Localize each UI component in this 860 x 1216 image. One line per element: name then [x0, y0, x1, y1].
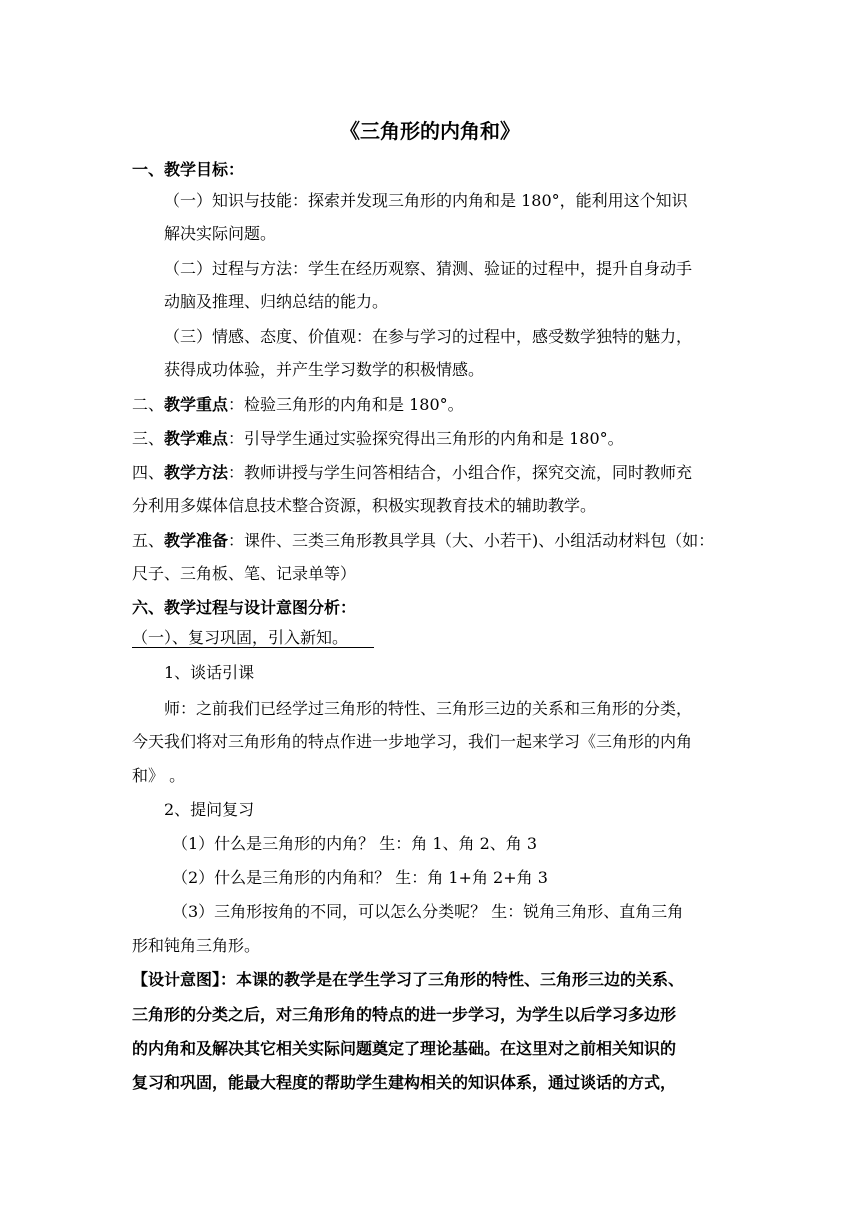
question-1: （1）什么是三角形的内角？ 生：角 1、角 2、角 3 — [172, 834, 538, 853]
question-2: （2）什么是三角形的内角和？ 生：角 1+角 2+角 3 — [172, 868, 548, 887]
section-5 — [132, 530, 732, 552]
section-4 — [132, 462, 732, 484]
section-1-heading: 一、教学目标： — [132, 160, 245, 179]
section-4-line-2: 分利用多媒体信息技术整合资源，积极实现教育技术的辅助教学。 — [132, 496, 597, 515]
section-4-text: ：教师讲授与学生问答相结合，小组合作，探究交流，同时教师充 — [228, 463, 693, 482]
paragraph-1-line-1: 师：之前我们已经学过三角形的特性、三角形三边的关系和三角形的分类， — [164, 699, 693, 718]
section-4-heading: 教学方法 — [164, 463, 229, 482]
section-2 — [132, 394, 732, 416]
section-3-text: ：引导学生通过实验探究得出三角形的内角和是 180°。 — [228, 429, 624, 448]
section-3-number: 三、 — [132, 429, 165, 448]
section-2-text: ：检验三角形的内角和是 180°。 — [228, 395, 464, 414]
section-4-number: 四、 — [132, 463, 165, 482]
objective-1-line-2: 解决实际问题。 — [164, 224, 277, 243]
item-2-heading: 2、提问复习 — [164, 800, 255, 819]
design-intent-line-4: 复习和巩固，能最大程度的帮助学生建构相关的知识体系，通过谈话的方式， — [132, 1073, 677, 1092]
objective-2-line-1: （二）过程与方法：学生在经历观察、猜测、验证的过程中，提升自身动手 — [164, 259, 693, 278]
subsection-1-heading: （一）、复习巩固，引入新知。 — [132, 628, 349, 647]
section-5-text: ：课件、三类三角形教具学具（大、小若干)、小组活动材料包（如： — [228, 531, 715, 550]
objective-3-line-2: 获得成功体验，并产生学习数学的积极情感。 — [164, 360, 485, 379]
section-3-heading: 教学难点 — [164, 429, 229, 448]
section-2-heading: 教学重点 — [164, 395, 229, 414]
subsection-underline — [132, 647, 374, 648]
design-intent-line-3: 的内角和及解决其它相关实际问题奠定了理论基础。在这里对之前相关知识的 — [132, 1039, 677, 1058]
paragraph-1-line-2: 今天我们将对三角形角的特点作进一步地学习，我们一起来学习《三角形的内角 — [132, 732, 693, 751]
section-5-line-2: 尺子、三角板、笔、记录单等） — [132, 564, 357, 583]
item-1-heading: 1、谈话引课 — [164, 663, 255, 682]
design-intent-line-1: 【设计意图】：本课的教学是在学生学习了三角形的特性、三角形三边的关系、 — [132, 970, 685, 989]
objective-1-line-1: （一）知识与技能：探索并发现三角形的内角和是 180°，能利用这个知识 — [164, 191, 688, 210]
objective-3-line-1: （三）情感、态度、价值观：在参与学习的过程中，感受数学独特的魅力， — [164, 327, 693, 346]
section-5-heading: 教学准备 — [164, 531, 229, 550]
question-3-line-2: 形和钝角三角形。 — [132, 936, 261, 955]
section-6-heading: 六、教学过程与设计意图分析： — [132, 598, 357, 617]
document-title: 《三角形的内角和》 — [340, 119, 520, 143]
question-3-line-1: （3）三角形按角的不同，可以怎么分类呢？ 生：锐角三角形、直角三角 — [172, 902, 684, 921]
design-intent-line-2: 三角形的分类之后，对三角形角的特点的进一步学习，为学生以后学习多边形 — [132, 1005, 677, 1024]
section-5-number: 五、 — [132, 531, 165, 550]
section-2-number: 二、 — [132, 395, 165, 414]
objective-2-line-2: 动脑及推理、归纳总结的能力。 — [164, 292, 389, 311]
paragraph-1-line-3: 和》 。 — [132, 766, 186, 785]
section-3 — [132, 428, 732, 450]
